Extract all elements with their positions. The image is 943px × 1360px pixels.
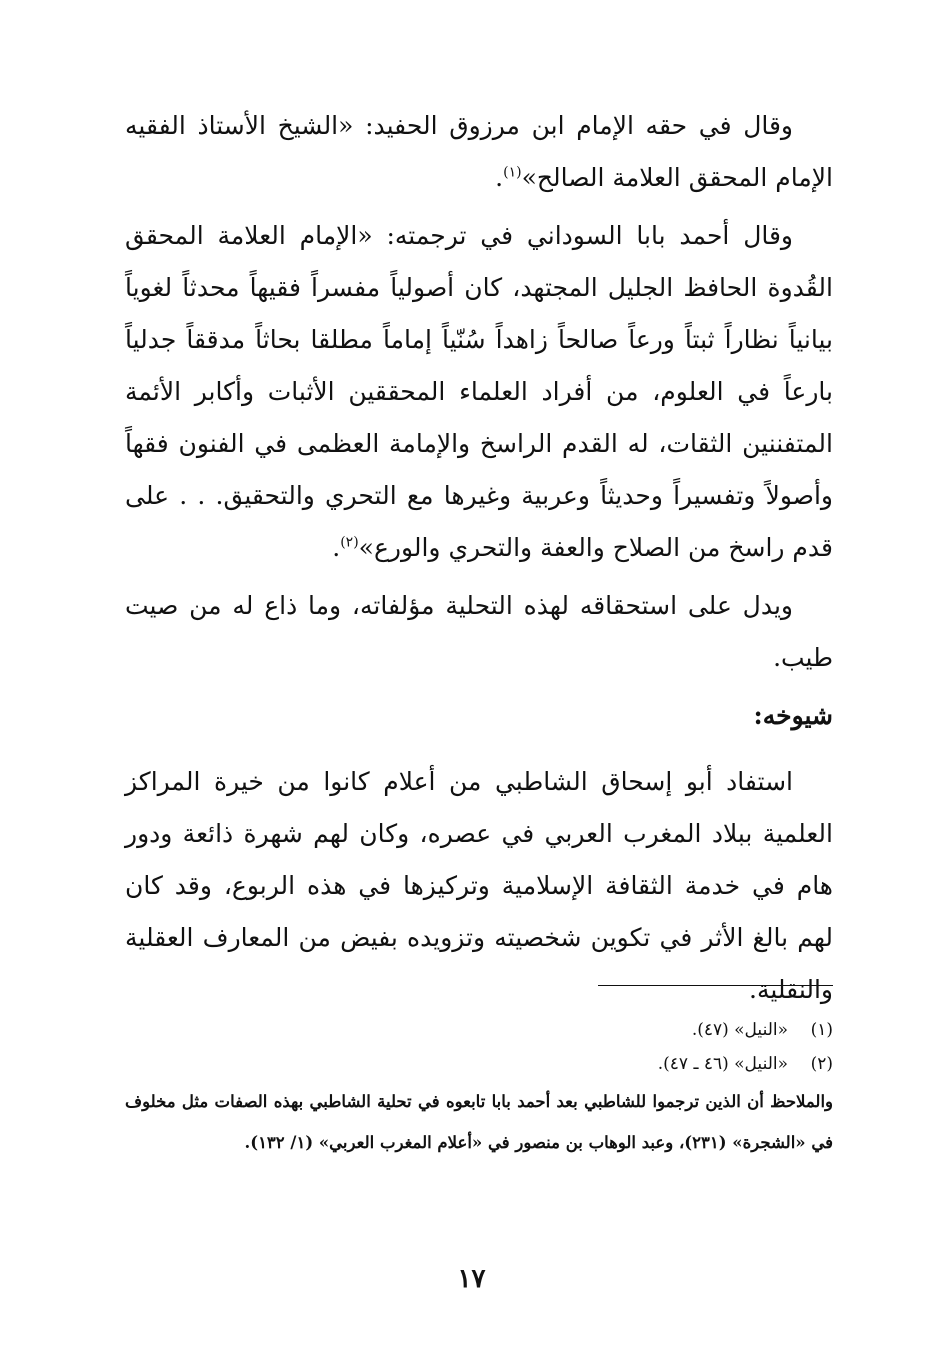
section-heading: شيوخه:: [753, 701, 833, 730]
paragraph-tail: .: [495, 163, 504, 192]
footnote-ref[interactable]: (١): [503, 164, 522, 181]
footnote-text: «النيل» (٤٦ ـ ٤٧).: [657, 1054, 788, 1074]
paragraph-teachers: [125, 756, 833, 1016]
footnote-separator: [598, 985, 833, 986]
footnote-note: والملاحظ أن الذين ترجموا للشاطبي بعد أحمد بابا تابعوه في تحلية الشاطبي بهذه الصفات مثل مخلوف في «الشجرة» (٢٣١)، وعبد الوهاب بن منصور في «أعلام المغرب العربي» (١/ ١٣٢).: [125, 1092, 833, 1152]
footnote-item: [125, 1047, 833, 1081]
footnotes: [125, 1013, 833, 1163]
main-text: [125, 100, 833, 1022]
paragraph-text: ويدل على استحقاقه لهذه التحلية مؤلفاته، وما ذاع له من صيت طيب.: [125, 591, 833, 672]
footnote-item: [125, 1013, 833, 1047]
footnote-ref[interactable]: (٢): [340, 534, 359, 551]
paragraph-text: وقال في حقه الإمام ابن مرزوق الحفيد: «الشيخ الأستاذ الفقيه الإمام المحقق العلامة الصالح»: [125, 111, 833, 192]
paragraph-text: وقال أحمد بابا السوداني في ترجمته: «الإمام العلامة المحقق القُدوة الحافظ الجليل المجتهد، كان أصولياً مفسراً فقيهاً محدثاً لغوياً بيانياً نظاراً ثبتاً ورعاً صالحاً زاهداً سُنّياً إماماً مطلقا بحاثاً مدققاً جدلياً بارعاً في العلوم، من أفراد العلماء المحققين الأثبات وأكابر الأئمة المتفننين الثقات، له القدم الراسخ والإمامة العظمى في الفنون فقهاً وأصولاً وتفسيراً وحديثاً وعربية وغيرها مع التحري والتحقيق. . . على قدم راسخ من الصلاح والعفة والتحري والورع»: [125, 221, 833, 562]
paragraph-text: استفاد أبو إسحاق الشاطبي من أعلام كانوا من خيرة المراكز العلمية ببلاد المغرب العربي في عصره، وكان لهم شهرة ذائعة ودور هام في خدمة الثقافة الإسلامية وتركيزها في هذه الربوع، وقد كان لهم بالغ الأثر في تكوين شخصيته وتزويده بفيض من المعارف العقلية والنقلية.: [125, 767, 833, 1004]
footnote-number: (١): [810, 1020, 833, 1040]
paragraph-ahmad-baba: [125, 210, 833, 574]
footnote-number: (٢): [810, 1054, 833, 1074]
footnote-text: «النيل» (٤٧).: [691, 1020, 788, 1040]
page-number: ١٧: [457, 1264, 486, 1294]
paragraph-ibn-marzuq: [125, 100, 833, 204]
paragraph-merit: [125, 580, 833, 684]
paragraph-tail: .: [332, 533, 341, 562]
